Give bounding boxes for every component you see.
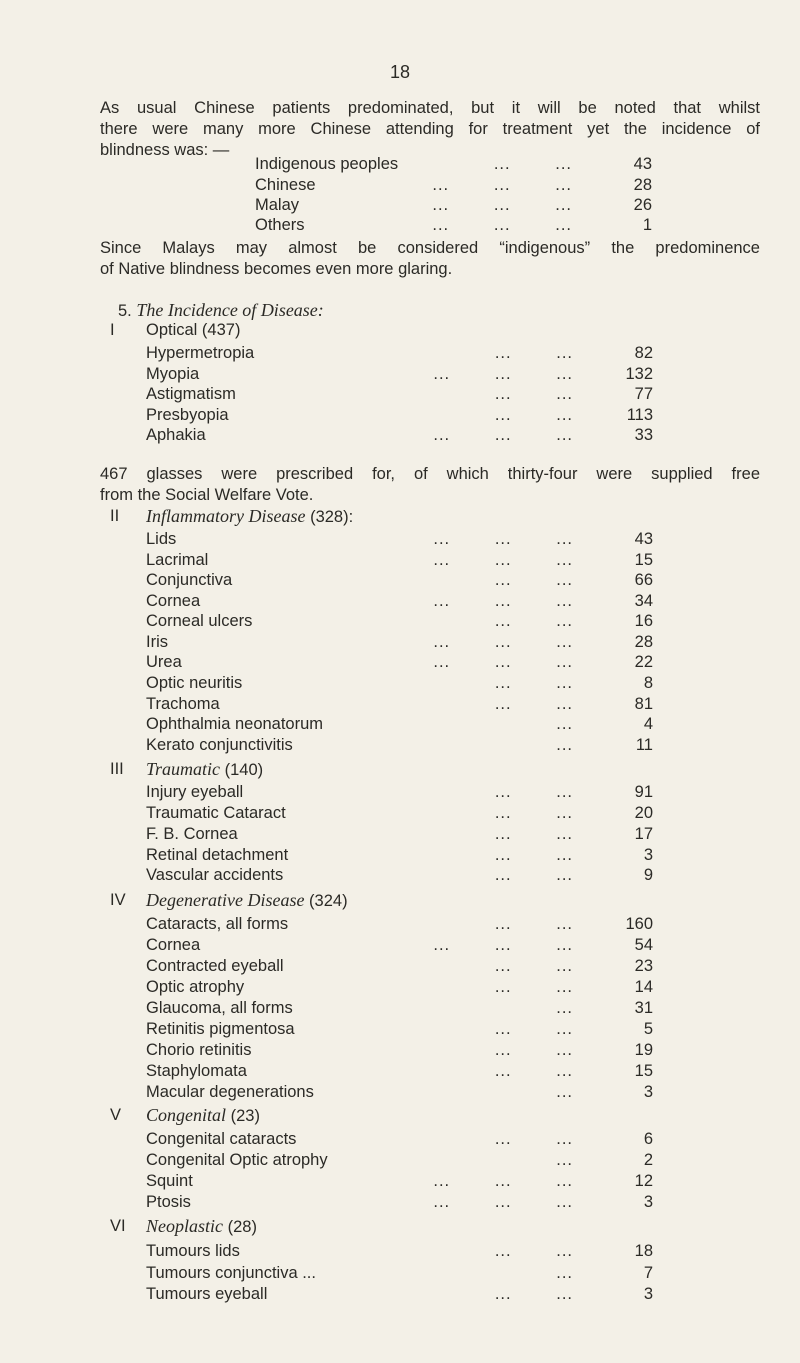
row-value: 8 xyxy=(643,674,653,692)
row-leader-dots: ... ... xyxy=(494,825,573,843)
row-label: Ophthalmia neonatorum xyxy=(146,715,324,733)
row-value: 81 xyxy=(634,695,653,713)
row-leader-dots: ... xyxy=(556,1083,573,1101)
group-title xyxy=(146,1216,257,1237)
row-value: 43 xyxy=(634,530,653,548)
row-leader-dots: ... ... xyxy=(494,571,573,589)
row-label: Hypermetropia xyxy=(146,344,255,362)
row-leader-dots: ... ... xyxy=(494,406,573,424)
group-title-italic: Inflammatory Disease xyxy=(146,506,306,526)
glasses-note-line-2: from the Social Welfare Vote. xyxy=(100,486,314,504)
table-row xyxy=(146,956,653,976)
row-value: 160 xyxy=(625,915,653,933)
malays-note xyxy=(100,238,760,280)
group-title xyxy=(146,759,263,780)
row-leader-dots: ... ... ... xyxy=(433,365,573,383)
row-leader-dots: ... ... ... xyxy=(432,216,572,234)
section-5-heading xyxy=(118,300,324,321)
row-label: Indigenous peoples xyxy=(255,155,399,173)
table-row xyxy=(146,782,653,802)
row-label: Chinese xyxy=(255,176,316,194)
row-value: 19 xyxy=(634,1041,653,1059)
malays-note-line-1: Since Malays may almost be considered “indigenous” the predominence xyxy=(100,239,760,257)
intro-paragraph xyxy=(100,98,760,161)
table-row xyxy=(146,591,653,611)
page-number: 18 xyxy=(389,62,411,82)
row-label: Corneal ulcers xyxy=(146,612,253,630)
row-value: 3 xyxy=(643,846,653,864)
row-leader-dots: ... ... xyxy=(494,385,573,403)
row-label: Others xyxy=(255,216,305,234)
group-title-count: (324) xyxy=(309,892,348,910)
group-roman-numeral: III xyxy=(110,760,124,778)
glasses-note xyxy=(100,464,760,506)
row-leader-dots: ... ... xyxy=(494,1041,573,1059)
table-row xyxy=(146,1263,653,1283)
row-label: Urea xyxy=(146,653,182,671)
row-label: Malay xyxy=(255,196,300,214)
row-value: 9 xyxy=(643,866,653,884)
row-value: 15 xyxy=(634,551,653,569)
row-leader-dots: ... xyxy=(556,715,573,733)
row-value: 28 xyxy=(634,633,653,651)
table-row xyxy=(255,175,652,195)
row-leader-dots: ... ... ... xyxy=(433,530,573,548)
group-title-italic: Neoplastic xyxy=(146,1216,223,1236)
row-label: Vascular accidents xyxy=(146,866,284,884)
row-leader-dots: ... ... xyxy=(494,846,573,864)
row-leader-dots: ... ... xyxy=(494,978,573,996)
row-leader-dots: ... xyxy=(556,1151,573,1169)
group-title-italic: Traumatic xyxy=(146,759,221,779)
row-leader-dots: ... ... ... xyxy=(433,1193,573,1211)
group-title xyxy=(146,1105,260,1126)
row-label: Kerato conjunctivitis xyxy=(146,736,293,754)
row-label: Conjunctiva xyxy=(146,571,233,589)
row-leader-dots: ... ... xyxy=(494,866,573,884)
row-label: Chorio retinitis xyxy=(146,1041,252,1059)
group-title-count: (28) xyxy=(227,1218,257,1236)
row-leader-dots: ... ... xyxy=(494,1130,573,1148)
group-title-count: (23) xyxy=(230,1107,260,1125)
row-label: Tumours eyeball xyxy=(146,1285,268,1303)
row-leader-dots: ... xyxy=(556,1264,573,1282)
row-value: 1 xyxy=(642,216,652,234)
row-leader-dots: ... ... ... xyxy=(433,426,573,444)
row-value: 18 xyxy=(634,1242,653,1260)
row-leader-dots: ... ... xyxy=(494,957,573,975)
row-value: 34 xyxy=(634,592,653,610)
row-label: Myopia xyxy=(146,365,200,383)
group-title xyxy=(146,506,353,527)
row-value: 6 xyxy=(643,1130,653,1148)
row-value: 5 xyxy=(643,1020,653,1038)
table-row xyxy=(146,803,653,823)
group-roman-numeral: VI xyxy=(110,1217,126,1235)
row-value: 15 xyxy=(634,1062,653,1080)
row-value: 26 xyxy=(633,196,652,214)
table-row xyxy=(146,1192,653,1212)
row-label: Retinitis pigmentosa xyxy=(146,1020,295,1038)
row-leader-dots: ... ... xyxy=(494,344,573,362)
table-row xyxy=(146,611,653,631)
row-value: 4 xyxy=(643,715,653,733)
row-value: 22 xyxy=(634,653,653,671)
row-label: Macular degenerations xyxy=(146,1083,314,1101)
table-row xyxy=(255,195,652,215)
row-label: Tumours conjunctiva ... xyxy=(146,1264,316,1282)
table-row xyxy=(255,154,652,174)
row-leader-dots: ... ... ... xyxy=(433,551,573,569)
row-leader-dots: ... ... xyxy=(494,695,573,713)
table-row xyxy=(146,1150,653,1170)
row-leader-dots: ... ... xyxy=(494,783,573,801)
row-value: 31 xyxy=(634,999,653,1017)
table-row xyxy=(146,1171,653,1191)
row-label: Optic atrophy xyxy=(146,978,245,996)
table-row xyxy=(146,1061,653,1081)
table-row xyxy=(146,914,653,934)
row-leader-dots: ... ... xyxy=(494,915,573,933)
row-leader-dots: ... ... xyxy=(494,1242,573,1260)
table-row xyxy=(146,632,653,652)
row-label: Traumatic Cataract xyxy=(146,804,286,822)
table-row xyxy=(146,1019,653,1039)
table-row xyxy=(146,714,653,734)
row-value: 28 xyxy=(633,176,652,194)
row-label: Tumours lids xyxy=(146,1242,240,1260)
row-label: Aphakia xyxy=(146,426,206,444)
table-row xyxy=(146,343,653,363)
row-label: Squint xyxy=(146,1172,193,1190)
row-leader-dots: ... ... xyxy=(494,804,573,822)
row-label: Ptosis xyxy=(146,1193,191,1211)
table-row xyxy=(146,998,653,1018)
group-title-count: (140) xyxy=(224,761,264,779)
group-roman-numeral: V xyxy=(110,1106,122,1124)
row-label: Presbyopia xyxy=(146,406,229,424)
table-row xyxy=(146,673,653,693)
group-roman-numeral: I xyxy=(110,321,115,339)
row-label: Iris xyxy=(146,633,168,651)
table-row xyxy=(146,1284,653,1304)
row-value: 91 xyxy=(634,783,653,801)
row-label: Cataracts, all forms xyxy=(146,915,289,933)
row-label: Trachoma xyxy=(146,695,220,713)
table-row xyxy=(146,550,653,570)
row-value: 43 xyxy=(633,155,652,173)
row-label: Lacrimal xyxy=(146,551,209,569)
row-label: Cornea xyxy=(146,592,201,610)
table-row xyxy=(146,529,653,549)
table-row xyxy=(146,845,653,865)
row-value: 20 xyxy=(634,804,653,822)
row-label: Optic neuritis xyxy=(146,674,243,692)
row-leader-dots: ... ... xyxy=(494,1285,573,1303)
table-row xyxy=(146,977,653,997)
row-value: 23 xyxy=(634,957,653,975)
row-leader-dots: ... ... ... xyxy=(433,1172,573,1190)
row-label: Astigmatism xyxy=(146,385,236,403)
row-label: Glaucoma, all forms xyxy=(146,999,293,1017)
group-roman-numeral: II xyxy=(110,507,120,525)
row-value: 66 xyxy=(634,571,653,589)
row-leader-dots: ... ... xyxy=(494,1062,573,1080)
group-roman-numeral: IV xyxy=(110,891,126,909)
row-label: Retinal detachment xyxy=(146,846,289,864)
row-value: 16 xyxy=(634,612,653,630)
intro-line-2: there were many more Chinese attending for treatment yet the incidence of xyxy=(100,120,760,138)
table-row xyxy=(146,935,653,955)
row-leader-dots: ... ... xyxy=(494,1020,573,1038)
table-row xyxy=(146,824,653,844)
malays-note-line-2: of Native blindness becomes even more glaring. xyxy=(100,260,453,278)
section-5-number: 5. xyxy=(118,302,132,320)
row-leader-dots: ... xyxy=(556,999,573,1017)
row-label: Staphylomata xyxy=(146,1062,247,1080)
glasses-note-line-1: 467 glasses were prescribed for, of which thirty-four were supplied free xyxy=(100,465,760,483)
row-value: 77 xyxy=(634,385,653,403)
row-label: Cornea xyxy=(146,936,201,954)
row-label: Congenital Optic atrophy xyxy=(146,1151,328,1169)
row-leader-dots: ... ... ... xyxy=(433,653,573,671)
row-leader-dots: ... ... xyxy=(494,612,573,630)
row-label: F. B. Cornea xyxy=(146,825,238,843)
row-value: 7 xyxy=(643,1264,653,1282)
table-row xyxy=(146,405,653,425)
row-value: 2 xyxy=(643,1151,653,1169)
row-leader-dots: ... ... ... xyxy=(433,936,573,954)
row-leader-dots: ... ... xyxy=(494,674,573,692)
table-row xyxy=(146,425,653,445)
row-value: 54 xyxy=(634,936,653,954)
row-leader-dots: ... ... ... xyxy=(432,196,572,214)
row-value: 3 xyxy=(643,1193,653,1211)
row-value: 11 xyxy=(635,736,653,754)
row-leader-dots: ... ... xyxy=(493,155,572,173)
row-value: 113 xyxy=(626,406,653,424)
group-title: Optical (437) xyxy=(146,321,241,339)
row-value: 3 xyxy=(643,1285,653,1303)
table-row xyxy=(146,384,653,404)
row-label: Congenital cataracts xyxy=(146,1130,297,1148)
intro-line-1: As usual Chinese patients predominated, but it will be noted that whilst xyxy=(100,99,760,117)
row-value: 12 xyxy=(634,1172,653,1190)
table-row xyxy=(146,1129,653,1149)
group-title-italic: Congenital xyxy=(146,1105,226,1125)
row-leader-dots: ... ... ... xyxy=(433,633,573,651)
row-label: Injury eyeball xyxy=(146,783,244,801)
row-leader-dots: ... xyxy=(556,736,573,754)
row-leader-dots: ... ... ... xyxy=(433,592,573,610)
row-value: 82 xyxy=(634,344,653,362)
row-value: 33 xyxy=(634,426,653,444)
row-value: 132 xyxy=(625,365,653,383)
table-row xyxy=(146,735,653,755)
row-value: 3 xyxy=(643,1083,653,1101)
group-title xyxy=(146,890,348,911)
table-row xyxy=(146,652,653,672)
table-row xyxy=(146,364,653,384)
row-value: 17 xyxy=(634,825,653,843)
group-title-count: (328): xyxy=(310,508,354,526)
section-5-title: The Incidence of Disease: xyxy=(136,300,324,320)
row-label: Contracted eyeball xyxy=(146,957,284,975)
row-label: Lids xyxy=(146,530,177,548)
group-title-italic: Degenerative Disease xyxy=(146,890,305,910)
table-row xyxy=(146,1082,653,1102)
intro-line-3: blindness was: — xyxy=(100,141,230,159)
row-leader-dots: ... ... ... xyxy=(432,176,572,194)
table-row xyxy=(146,570,653,590)
table-row xyxy=(146,865,653,885)
table-row xyxy=(146,1241,653,1261)
table-row xyxy=(255,215,652,235)
table-row xyxy=(146,1040,653,1060)
table-row xyxy=(146,694,653,714)
row-value: 14 xyxy=(634,978,653,996)
